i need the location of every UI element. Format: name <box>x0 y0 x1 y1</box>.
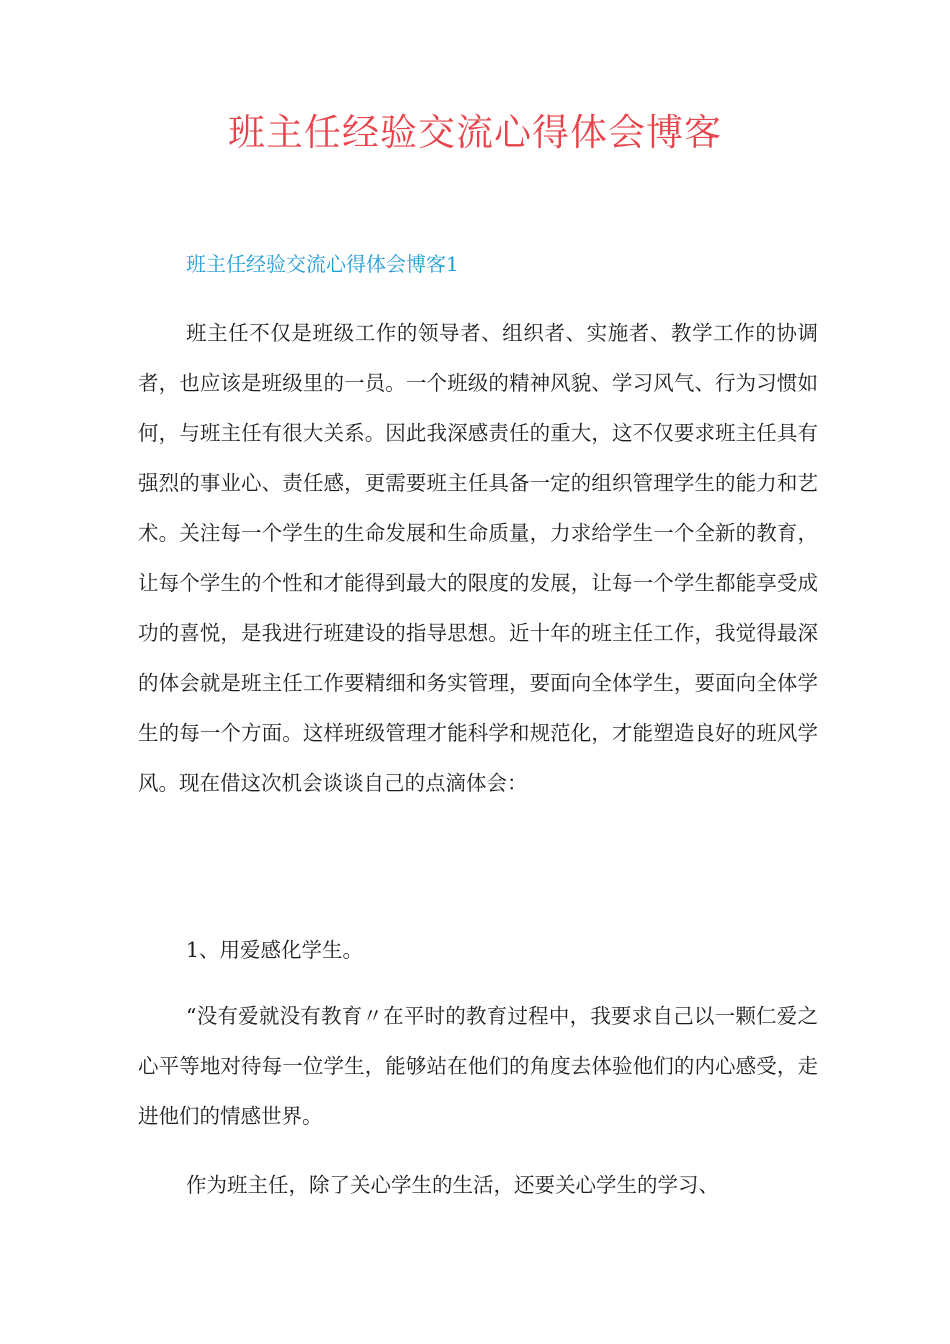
body-paragraph: “没有爱就没有教育〃在平时的教育过程中，我要求自己以一颗仁爱之心平等地对待每一位学生，能够站在他们的角度去体验他们的内心感受，走进他们的情感世界。 <box>138 1004 818 1128</box>
numbered-point-heading: 1、用爱感化学生。 <box>186 938 364 962</box>
body-paragraph: 班主任不仅是班级工作的领导者、组织者、实施者、教学工作的协调者，也应该是班级里的一员。一个班级的精神风貌、学习风气、行为习惯如何，与班主任有很大关系。因此我深感责任的重大，这不仅要求班主任具有强烈的事业心、责任感，更需要班主任具备一定的组织管理学生的能力和艺术。关注每一个学生的生命发展和生命质量，力求给学生一个全新的教育，让每个学生的个性和才能得到最大的限度的发展，让每一个学生都能享受成功的喜悦，是我进行班建设的指导思想。近十年的班主任工作，我觉得最深的体会就是班主任工作要精细和务实管理，要面向全体学生，要面向全体学生的每一个方面。这样班级管理才能科学和规范化，才能塑造良好的班风学风。现在借这次机会谈谈自己的点滴体会： <box>138 321 818 795</box>
body-paragraph: 作为班主任，除了关心学生的生活，还要关心学生的学习、 <box>186 1173 719 1197</box>
section-heading: 班主任经验交流心得体会博客1 <box>186 252 459 276</box>
document-title: 班主任经验交流心得体会博客 <box>228 111 722 154</box>
